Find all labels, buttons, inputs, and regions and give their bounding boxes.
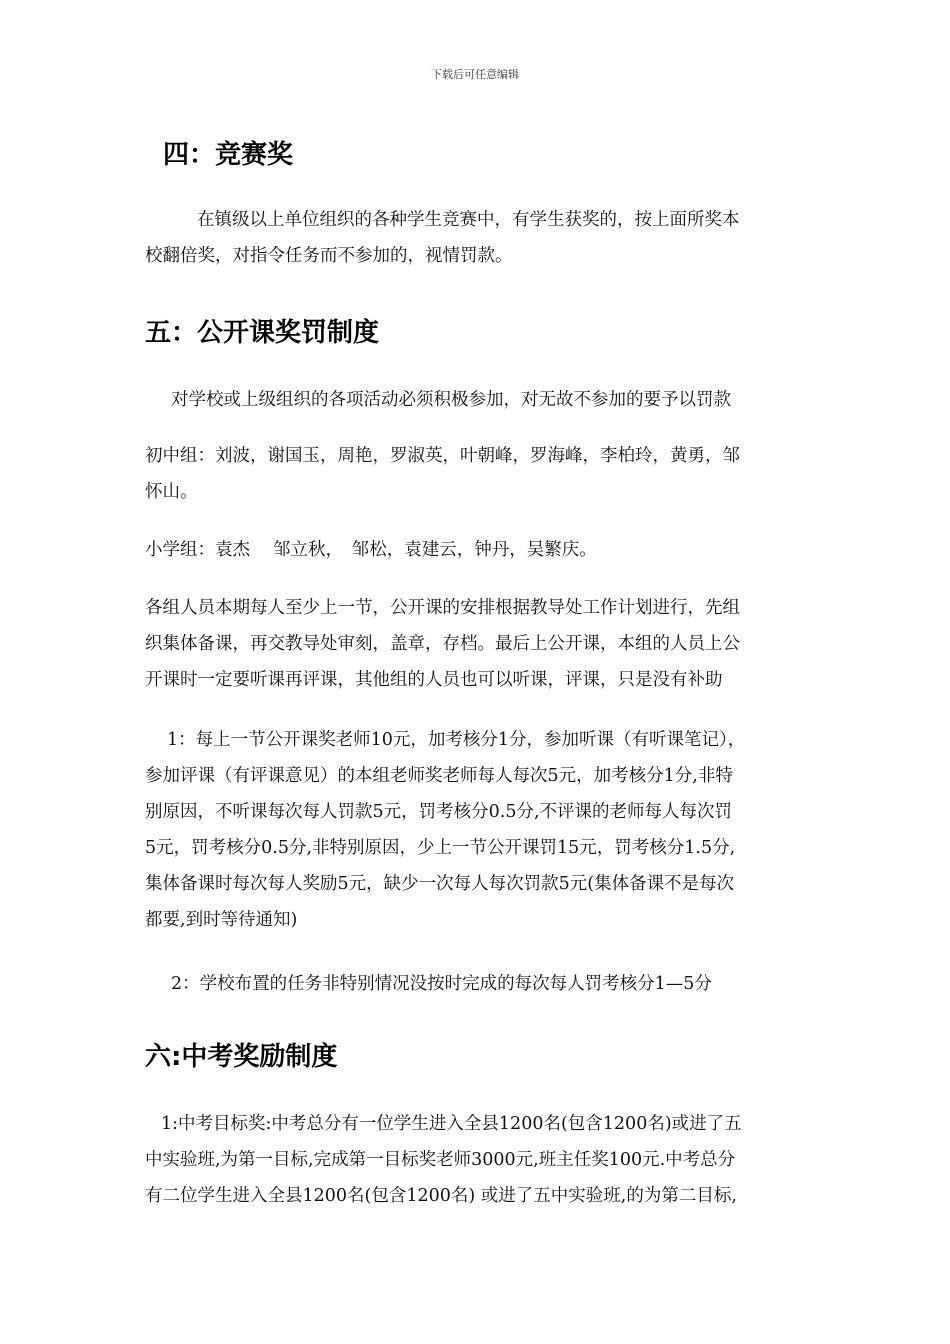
paragraph-line: 在镇级以上单位组织的各种学生竞赛中，有学生获奖的，按上面所奖本 (197, 210, 740, 230)
paragraph-line: 集体备课时每次每人奖励5元，缺少一次每人每次罚款5元(集体备课不是每次 (145, 874, 735, 894)
section-4-paragraph (145, 202, 810, 274)
paragraph-line: 小学组：袁杰 邹立秋， 邹松，袁建云，钟丹，吴繁庆。 (145, 540, 597, 560)
paragraph-line: 别原因，不听课每次每人罚款5元，罚考核分0.5分,不评课的老师每人每次罚 (145, 802, 733, 822)
paragraph-line: 有二位学生进入全县1200名(包含1200名) 或进了五中实验班,的为第二目标, (145, 1186, 737, 1206)
paragraph-line: 2：学校布置的任务非特别情况没按时完成的每次每人罚考核分1—5分 (171, 974, 712, 994)
paragraph-line: 5元，罚考核分0.5分,非特别原因，少上一节公开课罚15元，罚考核分1.5分, (145, 838, 736, 858)
section-4-title: 四：竞赛奖 (163, 140, 294, 170)
paragraph-line: 中实验班,为第一目标,完成第一目标奖老师3000元,班主任奖100元.中考总分 (145, 1150, 736, 1170)
paragraph-line: 开课时一定要听课再评课，其他组的人员也可以听课，评课，只是没有补助 (145, 670, 723, 690)
paragraph-line: 织集体备课，再交教导处审刻，盖章，存档。最后上公开课，本组的人员上公 (145, 634, 740, 654)
paragraph-line: 都要,到时等待通知) (145, 910, 298, 930)
section-5-paragraph-6 (145, 966, 810, 1002)
paragraph-line: 各组人员本期每人至少上一节，公开课的安排根据教导处工作计划进行，先组 (145, 598, 740, 618)
section-5-paragraph-3 (145, 532, 810, 568)
paragraph-line: 参加评课（有评课意见）的本组老师奖老师每人每次5元，加考核分1分,非特 (145, 766, 733, 786)
paragraph-line: 怀山。 (145, 482, 198, 502)
section-5-paragraph-5 (145, 722, 810, 938)
paragraph-line: 1：每上一节公开课奖老师10元，加考核分1分，参加听课（有听课笔记）， (167, 730, 746, 750)
header-note: 下载后可任意编辑 (431, 68, 519, 81)
section-5-paragraph-4 (145, 590, 810, 698)
paragraph-line: 1:中考目标奖:中考总分有一位学生进入全县1200名(包含1200名)或进了五 (161, 1114, 742, 1134)
section-5-paragraph-2 (145, 438, 810, 510)
section-6-paragraph-1 (145, 1106, 810, 1214)
paragraph-line: 初中组：刘波，谢国玉，周艳，罗淑英，叶朝峰，罗海峰，李柏玲，黄勇，邹 (145, 446, 740, 466)
paragraph-line: 校翻倍奖，对指令任务而不参加的，视情罚款。 (145, 246, 513, 266)
paragraph-line: 对学校或上级组织的各项活动必须积极参加，对无故不参加的要予以罚款 (171, 390, 731, 410)
section-6-title: 六:中考奖励制度 (145, 1042, 338, 1072)
section-5-title: 五：公开课奖罚制度 (145, 318, 380, 348)
section-5-paragraph-1 (145, 382, 810, 418)
